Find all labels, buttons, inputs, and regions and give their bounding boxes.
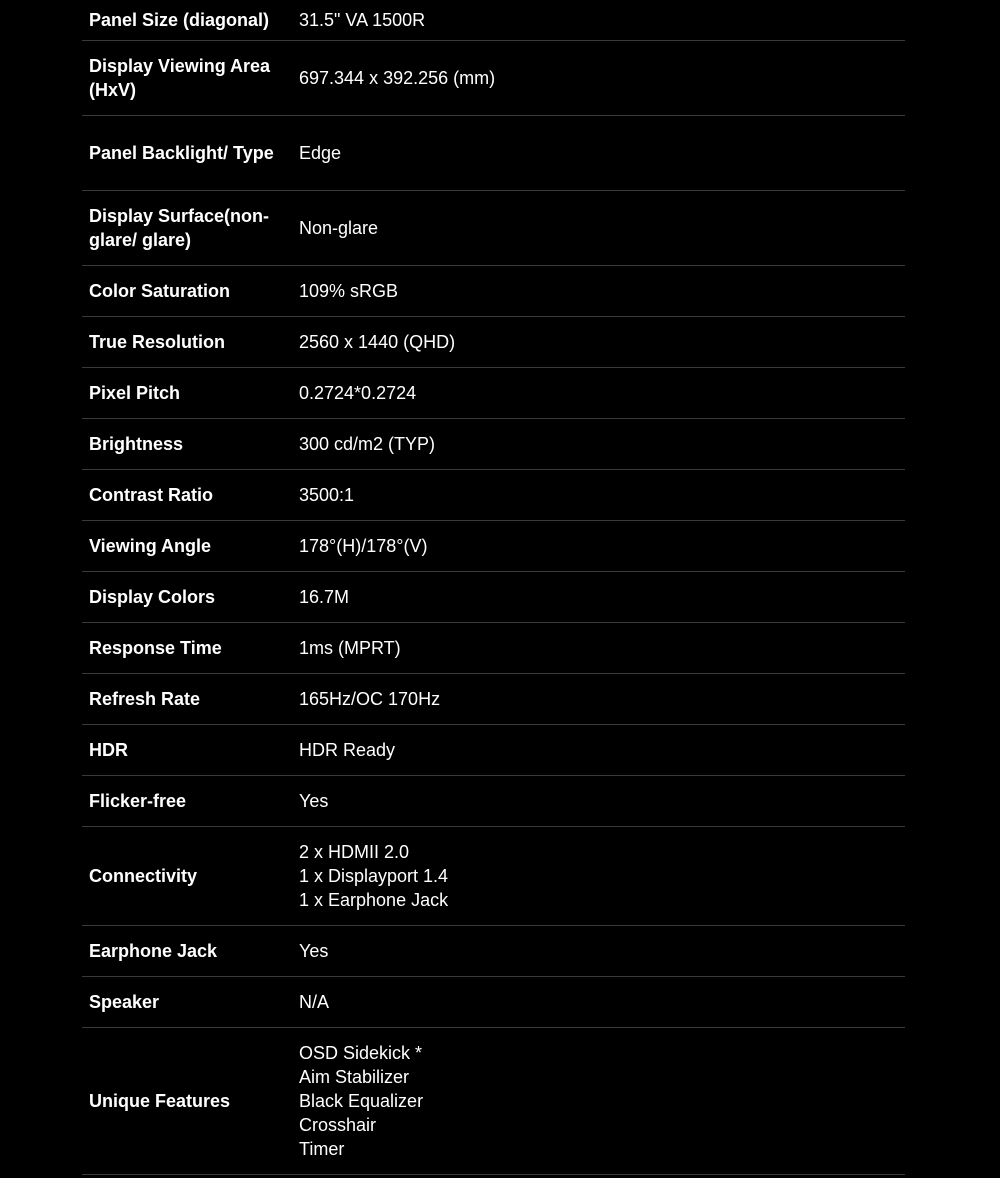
spec-label: Earphone Jack <box>89 940 218 961</box>
spec-value-line: 178°(H)/178°(V) <box>299 535 428 556</box>
spec-value <box>299 40 905 115</box>
spec-label: Display Colors <box>89 586 216 607</box>
spec-row <box>82 976 905 1027</box>
spec-value-line: Black Equalizer <box>299 1090 424 1111</box>
spec-value-line: 1 x Earphone Jack <box>299 889 449 910</box>
spec-row <box>82 925 905 976</box>
spec-table <box>82 0 905 1175</box>
spec-value-line: 31.5" VA 1500R <box>299 9 426 30</box>
spec-value <box>299 469 905 520</box>
spec-row <box>82 265 905 316</box>
spec-value-line: 300 cd/m2 (TYP) <box>299 433 436 454</box>
spec-value-line: Aim Stabilizer <box>299 1066 410 1087</box>
spec-value-line: 3500:1 <box>299 484 355 505</box>
spec-label: Brightness <box>89 433 184 454</box>
spec-value <box>299 976 905 1027</box>
spec-value-line: 2560 x 1440 (QHD) <box>299 331 456 352</box>
spec-label: Display Surface(non-glare/ glare) <box>89 205 270 250</box>
spec-row <box>82 316 905 367</box>
spec-value-line: 109% sRGB <box>299 280 399 301</box>
spec-value <box>299 724 905 775</box>
spec-value-line: 1ms (MPRT) <box>299 637 401 658</box>
spec-value-line: 16.7M <box>299 586 350 607</box>
spec-row <box>82 673 905 724</box>
spec-value <box>299 418 905 469</box>
spec-value <box>299 775 905 826</box>
spec-value <box>299 622 905 673</box>
spec-row <box>82 520 905 571</box>
spec-value-line: Yes <box>299 790 329 811</box>
spec-value <box>299 115 905 190</box>
spec-row <box>82 40 905 115</box>
spec-value-line: Edge <box>299 142 342 163</box>
spec-value <box>299 520 905 571</box>
spec-value <box>299 1027 905 1174</box>
spec-value-line: 1 x Displayport 1.4 <box>299 865 449 886</box>
spec-value-line: N/A <box>299 991 330 1012</box>
spec-value <box>299 673 905 724</box>
spec-label: Panel Backlight/ Type <box>89 142 274 163</box>
spec-row <box>82 367 905 418</box>
spec-row <box>82 115 905 190</box>
spec-value-line: HDR Ready <box>299 739 396 760</box>
spec-label: Pixel Pitch <box>89 382 181 403</box>
spec-row <box>82 418 905 469</box>
spec-value-line: OSD Sidekick * <box>299 1042 423 1063</box>
spec-row <box>82 190 905 265</box>
spec-value <box>299 925 905 976</box>
spec-value-line: Timer <box>299 1138 345 1159</box>
spec-value <box>299 367 905 418</box>
spec-row <box>82 826 905 925</box>
spec-label: Flicker-free <box>89 790 187 811</box>
spec-row <box>82 622 905 673</box>
spec-value <box>299 265 905 316</box>
spec-label: Viewing Angle <box>89 535 212 556</box>
spec-value <box>299 190 905 265</box>
spec-value-line: Non-glare <box>299 217 379 238</box>
spec-value <box>299 316 905 367</box>
spec-value <box>299 571 905 622</box>
spec-label: HDR <box>89 739 128 760</box>
spec-row <box>82 469 905 520</box>
spec-value-line: 2 x HDMII 2.0 <box>299 841 410 862</box>
spec-label: Color Saturation <box>89 280 231 301</box>
spec-value <box>299 0 905 40</box>
spec-row <box>82 0 905 40</box>
spec-value <box>299 826 905 925</box>
spec-label: Display Viewing Area (HxV) <box>89 55 271 100</box>
spec-row <box>82 571 905 622</box>
spec-value-line: 697.344 x 392.256 (mm) <box>299 67 496 88</box>
spec-label: Connectivity <box>89 865 198 886</box>
spec-label: Speaker <box>89 991 160 1012</box>
spec-label: Unique Features <box>89 1090 231 1111</box>
spec-row <box>82 775 905 826</box>
spec-value-line: 165Hz/OC 170Hz <box>299 688 441 709</box>
spec-row <box>82 1027 905 1174</box>
spec-row <box>82 724 905 775</box>
spec-value-line: Crosshair <box>299 1114 377 1135</box>
spec-label: Refresh Rate <box>89 688 201 709</box>
spec-label: True Resolution <box>89 331 226 352</box>
spec-table-body <box>82 0 905 1174</box>
spec-label: Response Time <box>89 637 222 658</box>
spec-label: Panel Size (diagonal) <box>89 9 270 30</box>
spec-value-line: Yes <box>299 940 329 961</box>
spec-value-line: 0.2724*0.2724 <box>299 382 417 403</box>
spec-label: Contrast Ratio <box>89 484 214 505</box>
